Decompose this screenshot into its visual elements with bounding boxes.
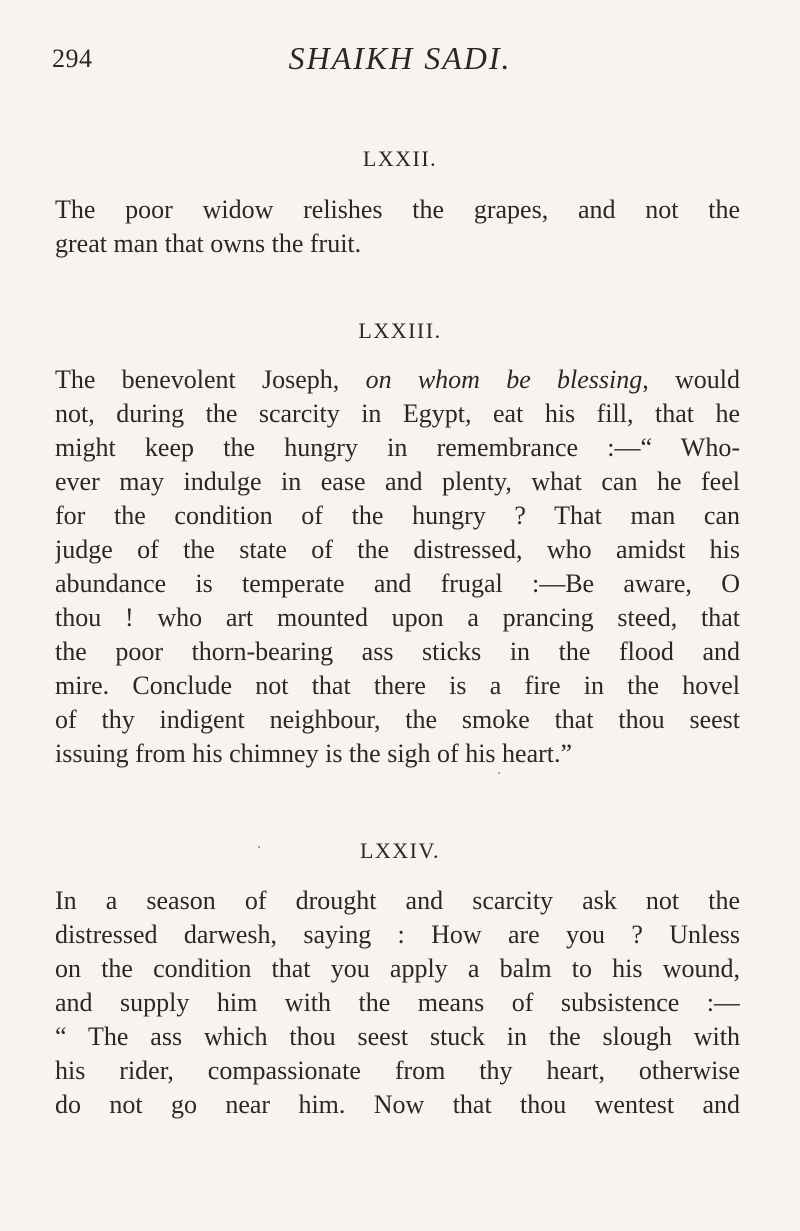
section-heading-lxxii: LXXII. xyxy=(362,146,438,171)
paper-speck xyxy=(498,772,500,774)
text-line: the poor thorn-bearing ass sticks in the flood and xyxy=(55,637,740,666)
text-line: abundance is temperate and frugal :—Be aware, O xyxy=(55,569,740,598)
text-line: his rider, compassionate from thy heart, otherwise xyxy=(55,1056,740,1085)
text-line: ever may indulge in ease and plenty, what can he feel xyxy=(55,467,740,496)
text-line: distressed darwesh, saying : How are you ? Unless xyxy=(55,920,740,949)
running-head: SHAIKH SADI. xyxy=(288,40,512,76)
text-line: judge of the state of the distressed, who amidst his xyxy=(55,535,740,564)
emphasized-phrase: on whom be blessing xyxy=(365,365,643,394)
page-number: 294 xyxy=(52,44,93,73)
section-heading-lxxiii: LXXIII. xyxy=(358,318,442,343)
text-line: for the condition of the hungry ? That man can xyxy=(55,501,740,530)
text-line: “ The ass which thou seest stuck in the slough with xyxy=(55,1022,740,1051)
text-line: and supply him with the means of subsistence :— xyxy=(55,988,740,1017)
text-line: thou ! who art mounted upon a prancing steed, that xyxy=(55,603,740,632)
text-line: might keep the hungry in remembrance :—“ Who- xyxy=(55,433,740,462)
text-line: not, during the scarcity in Egypt, eat his fill, that he xyxy=(55,399,740,428)
text-line: great man that owns the fruit. xyxy=(55,229,362,258)
text-line: mire. Conclude not that there is a fire in the hovel xyxy=(55,671,740,700)
text-line: do not go near him. Now that thou wentest and xyxy=(55,1090,740,1119)
text-line: of thy indigent neighbour, the smoke that thou seest xyxy=(55,705,740,734)
text-line-with-emphasis: The benevolent Joseph, on whom be blessing, would xyxy=(55,365,740,394)
text-line: The poor widow relishes the grapes, and not the xyxy=(55,195,740,224)
paper-speck xyxy=(258,846,260,848)
text-line: In a season of drought and scarcity ask not the xyxy=(55,886,740,915)
text-line: on the condition that you apply a balm to his wound, xyxy=(55,954,740,983)
text-line: issuing from his chimney is the sigh of his heart.” xyxy=(55,739,573,768)
section-heading-lxxiv: LXXIV. xyxy=(359,838,441,863)
